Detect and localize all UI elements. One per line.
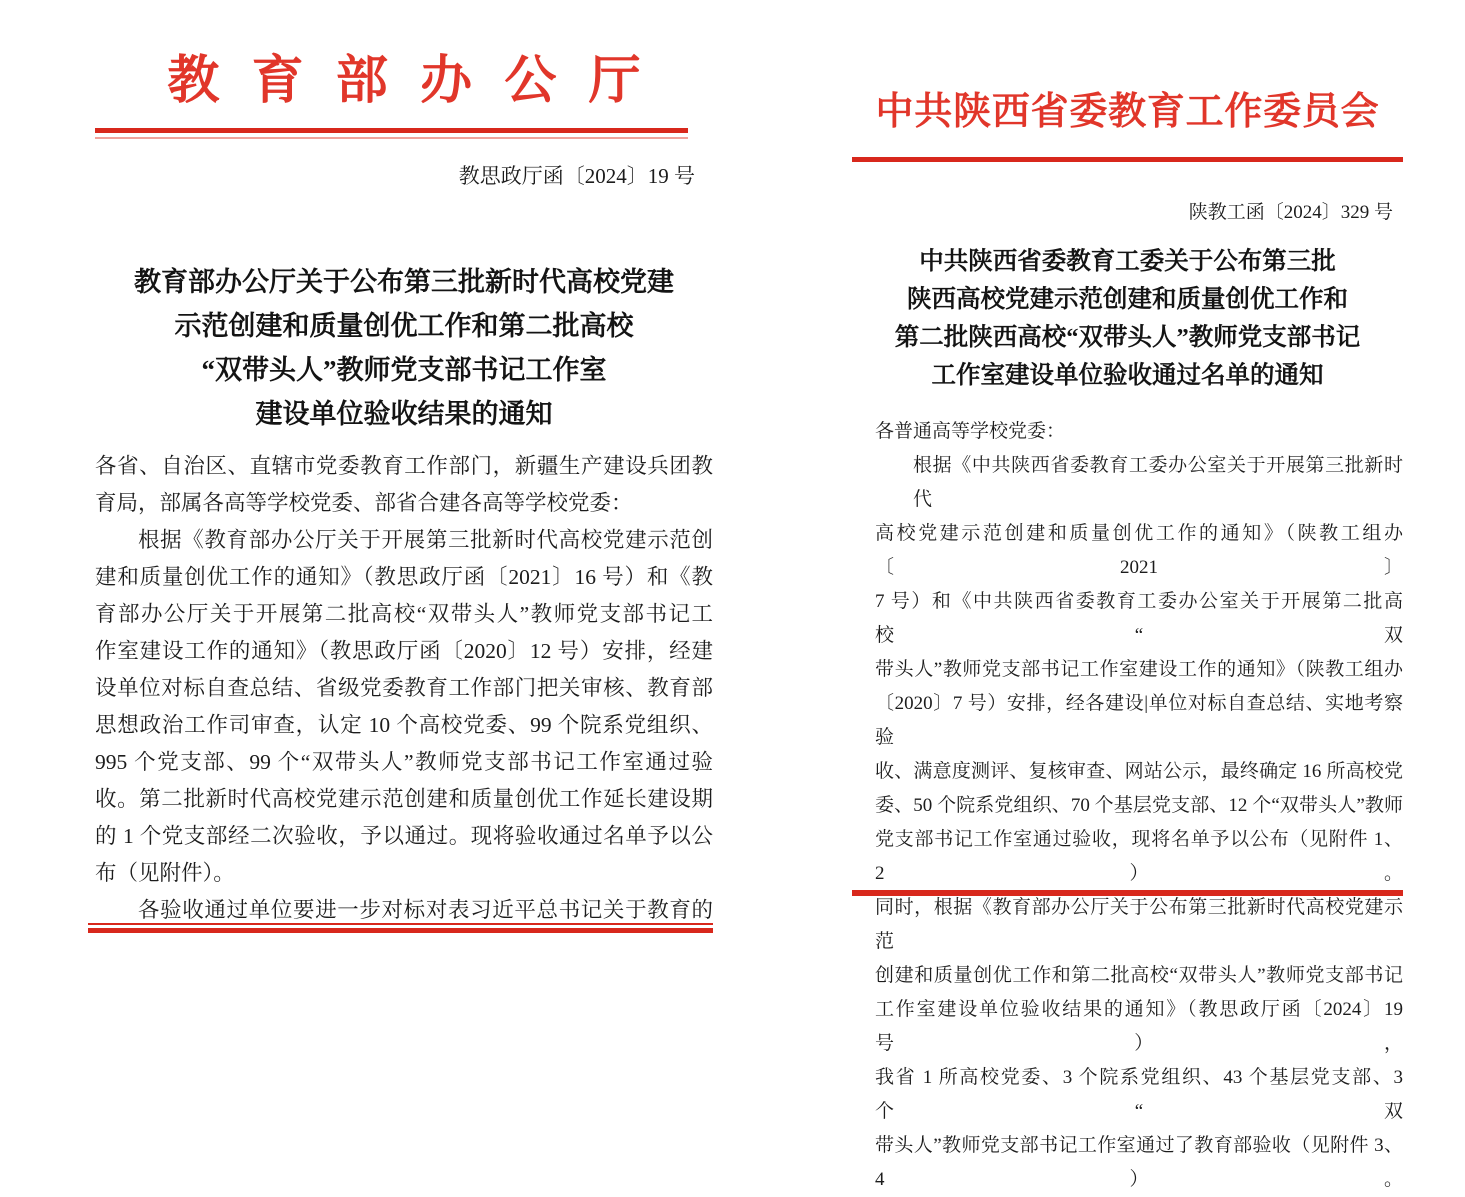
doc-title-line: “双带头人”教师党支部书记工作室 xyxy=(201,355,607,385)
doc-number: 陕教工函〔2024〕329 号 xyxy=(1188,202,1393,223)
page-bottom-rule-thick xyxy=(88,928,713,933)
page-bottom-rule xyxy=(852,890,1403,896)
shaanxi-letterhead: 中共陕西省委教育工作委员会 xyxy=(875,91,1380,133)
page-bottom-rule-thin xyxy=(88,923,713,925)
body-line: 带头人”教师党支部书记工作室通过了教育部验收（见附件 3、4）。 xyxy=(875,1135,1403,1190)
doc-title-line: 陕西高校党建示范创建和质量创优工作和 xyxy=(907,286,1348,313)
body-line: 设单位对标自查总结、省级党委教育工作部门把关审核、教育部 xyxy=(95,676,713,700)
doc-title-line: 中共陕西省委教育工委关于公布第三批 xyxy=(919,248,1336,275)
body-line: 布（见附件）。 xyxy=(95,861,235,885)
body-line: 〔2020〕7 号）安排，经各建设|单位对标自查总结、实地考察验 xyxy=(875,693,1403,748)
doc-title xyxy=(95,260,713,436)
letterhead-rule xyxy=(852,157,1403,162)
body-line: 育局，部属各高等学校党委、部省合建各高等学校党委： xyxy=(95,491,633,515)
body-line: 7 号）和《中共陕西省委教育工委办公室关于开展第二批高校“双 xyxy=(875,591,1403,646)
body-line: 根据《教育部办公厅关于开展第三批新时代高校党建示范创 xyxy=(138,528,713,552)
shaanxi-document-page xyxy=(852,70,1403,1190)
body-line: 党支部书记工作室通过验收，现将名单予以公布（见附件 1、2）。 xyxy=(875,829,1403,884)
body-line: 思想政治工作司审查，认定 10 个高校党委、99 个院系党组织、 xyxy=(95,713,713,737)
doc-title-line: 示范创建和质量创优工作和第二批高校 xyxy=(174,311,634,341)
doc-title-line: 第二批陕西高校“双带头人”教师党支部书记 xyxy=(894,324,1361,351)
body-line: 各验收通过单位要进一步对标对表习近平总书记关于教育的 xyxy=(138,898,713,922)
doc-title xyxy=(852,243,1403,395)
body-line: 的 1 个党支部经二次验收，予以通过。现将验收通过名单予以公 xyxy=(95,824,713,848)
moe-document-page xyxy=(95,40,713,945)
body-line: 高校党建示范创建和质量创优工作的通知》（陕教工组办〔2021〕 xyxy=(875,523,1403,578)
body-line: 995 个党支部、99 个“双带头人”教师党支部书记工作室通过验 xyxy=(95,750,713,774)
doc-title-line: 工作室建设单位验收通过名单的通知 xyxy=(931,362,1324,389)
doc-number: 教思政厅函〔2024〕19 号 xyxy=(458,164,695,188)
body-line: 育部办公厅关于开展第二批高校“双带头人”教师党支部书记工 xyxy=(95,602,713,626)
doc-body xyxy=(875,415,1403,1197)
letterhead-rule-thin xyxy=(95,137,688,139)
body-line: 带头人”教师党支部书记工作室建设工作的通知》（陕教工组办 xyxy=(875,659,1403,680)
body-line: 我省 1 所高校党委、3 个院系党组织、43 个基层党支部、3 个“双 xyxy=(875,1067,1403,1122)
body-line: 根据《中共陕西省委教育工委办公室关于开展第三批新时代 xyxy=(913,455,1403,510)
doc-title-line: 建设单位验收结果的通知 xyxy=(255,399,553,429)
letterhead-rule-thick xyxy=(95,128,688,133)
body-line: 作室建设工作的通知》（教思政厅函〔2020〕12 号）安排，经建 xyxy=(95,639,713,663)
body-line: 工作室建设单位验收结果的通知》（教思政厅函〔2024〕19 号）， xyxy=(875,999,1403,1054)
doc-title-line: 教育部办公厅关于公布第三批新时代高校党建 xyxy=(134,267,674,297)
body-line: 同时，根据《教育部办公厅关于公布第三批新时代高校党建示范 xyxy=(875,897,1403,952)
body-line: 建和质量创优工作的通知》（教思政厅函〔2021〕16 号）和《教 xyxy=(95,565,713,589)
body-line: 各普通高等学校党委： xyxy=(875,421,1066,442)
body-line: 收。第二批新时代高校党建示范创建和质量创优工作延长建设期 xyxy=(95,787,713,811)
body-line: 委、50 个院系党组织、70 个基层党支部、12 个“双带头人”教师 xyxy=(875,795,1403,816)
body-line: 创建和质量创优工作和第二批高校“双带头人”教师党支部书记 xyxy=(875,965,1403,986)
moe-letterhead: 教育部办公厅 xyxy=(167,53,673,110)
doc-body xyxy=(95,448,713,929)
body-line: 各省、自治区、直辖市党委教育工作部门，新疆生产建设兵团教 xyxy=(95,454,713,478)
body-line: 收、满意度测评、复核审查、网站公示，最终确定 16 所高校党 xyxy=(875,761,1403,782)
